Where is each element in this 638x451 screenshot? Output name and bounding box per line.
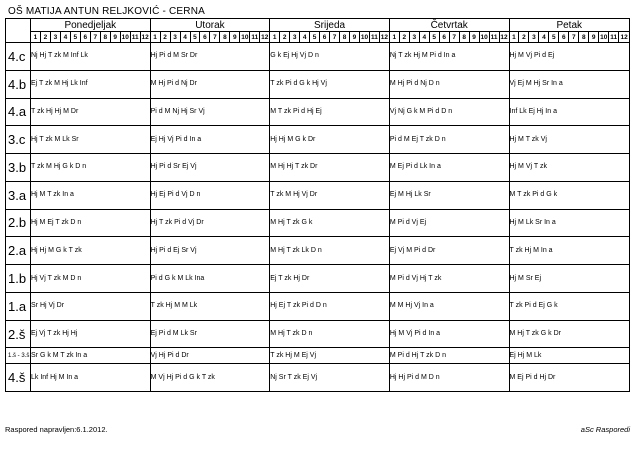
day-schedule: M Pi d Vj Hj T zk — [389, 265, 509, 293]
software-credit: aSc Rasporedi — [580, 425, 630, 434]
period-number: 7 — [210, 32, 220, 43]
day-schedule: M Pi d Hj T zk D n — [389, 348, 509, 364]
period-number: 2 — [519, 32, 529, 43]
day-schedule: T zk Hj M M Lk — [150, 292, 270, 320]
period-number: 12 — [141, 33, 149, 41]
day-schedule: Ej Hj M Lk — [509, 348, 630, 364]
day-schedule: Hj M Ej T zk D n — [31, 209, 151, 237]
period-number: 4 — [539, 32, 549, 43]
day-header: Utorak — [150, 19, 270, 32]
day-schedule: Pi d M Nj Hj Sr Vj — [150, 98, 270, 126]
day-schedule: M Hj T zk G k Dr — [509, 320, 630, 348]
class-label: 2.b — [6, 209, 31, 237]
day-schedule: Hj Pi d M Sr Dr — [150, 43, 270, 71]
class-label: 2.a — [6, 237, 31, 265]
day-schedule: Inf Lk Ej Hj In a — [509, 98, 630, 126]
day-header: Četvrtak — [389, 19, 509, 32]
day-schedule: M Hj T zk Lk D n — [270, 237, 390, 265]
day-schedule: Vj Nj G k M Pi d D n — [389, 98, 509, 126]
period-number: 8 — [579, 32, 589, 43]
class-row — [6, 265, 630, 293]
day-schedule: M Ej Pi d Hj Dr — [509, 364, 630, 392]
day-schedule: Hj T zk M Lk Sr — [31, 126, 151, 154]
day-schedule: Hj M Vj Pi d In a — [389, 320, 509, 348]
day-schedule: Pi d M Ej T zk D n — [389, 126, 509, 154]
period-number: 9 — [110, 32, 120, 43]
period-number: 11 — [490, 33, 498, 41]
day-schedule: Pi d G k M Lk Ina — [150, 265, 270, 293]
period-number: 5 — [549, 32, 559, 43]
day-schedule: Nj Sr T zk Ej Vj — [270, 364, 390, 392]
class-row — [6, 98, 630, 126]
period-number: 3 — [529, 32, 539, 43]
day-schedule: Hj Pi d Ej Sr Vj — [150, 237, 270, 265]
day-schedule: Hj Pi d Sr Ej Vj — [150, 154, 270, 182]
class-row — [6, 70, 630, 98]
day-schedule: Ej T zk M Hj Lk Inf — [31, 70, 151, 98]
day-schedule: Lk Inf Hj M In a — [31, 364, 151, 392]
period-number: 9 — [589, 32, 599, 43]
day-schedule: Sr G k M T zk In a — [31, 348, 151, 364]
period-number: 2 — [399, 32, 409, 43]
period-number: 4 — [300, 32, 310, 43]
day-schedule: M T zk Pi d G k — [509, 181, 630, 209]
day-schedule: G k Ej Hj Vj D n — [270, 43, 390, 71]
day-header: Ponedjeljak — [31, 19, 151, 32]
class-label: 3.b — [6, 154, 31, 182]
period-number: 3 — [409, 32, 419, 43]
period-number: 11 — [251, 33, 259, 41]
class-row — [6, 181, 630, 209]
day-schedule: Sr Hj Vj Dr — [31, 292, 151, 320]
day-schedule: Hj Hj M G k Dr — [270, 126, 390, 154]
class-row — [6, 209, 630, 237]
period-number: 6 — [320, 32, 330, 43]
class-label: 4.c — [6, 43, 31, 71]
period-number: 5 — [190, 32, 200, 43]
period-number: 12 — [500, 33, 508, 41]
day-schedule: Hj M Sr Ej — [509, 265, 630, 293]
day-schedule: Hj M Vj Pi d Ej — [509, 43, 630, 71]
period-number: 10 — [121, 33, 129, 41]
period-number: 8 — [459, 32, 469, 43]
day-schedule: Hj Ej Pi d Vj D n — [150, 181, 270, 209]
day-schedule: M Hj T zk D n — [270, 320, 390, 348]
period-number: 5 — [70, 32, 80, 43]
corner-cell — [6, 19, 31, 43]
class-row — [6, 320, 630, 348]
period-number: 10 — [241, 33, 249, 41]
day-schedule: T zk M Hj Vj Dr — [270, 181, 390, 209]
period-number: 12 — [380, 33, 388, 41]
period-number: 2 — [160, 32, 170, 43]
period-number: 10 — [480, 33, 488, 41]
day-schedule: Ej Vj T zk Hj Hj — [31, 320, 151, 348]
period-number: 3 — [50, 32, 60, 43]
period-number: 6 — [200, 32, 210, 43]
day-schedule: Vj Ej M Hj Sr In a — [509, 70, 630, 98]
period-number: 6 — [559, 32, 569, 43]
day-schedule: M Hj Pi d Nj D n — [389, 70, 509, 98]
day-schedule: M Hj Pi d Nj Dr — [150, 70, 270, 98]
day-schedule: Nj T zk Hj M Pi d In a — [389, 43, 509, 71]
class-row — [6, 126, 630, 154]
day-schedule: M Hj T zk G k — [270, 209, 390, 237]
day-schedule: Vj Hj Pi d Dr — [150, 348, 270, 364]
timetable-grid — [5, 18, 630, 392]
class-label: 4.b — [6, 70, 31, 98]
day-schedule: Ej M Hj Lk Sr — [389, 181, 509, 209]
class-row — [6, 292, 630, 320]
period-number: 10 — [360, 33, 369, 41]
day-schedule: Hj Hj M G k T zk — [31, 237, 151, 265]
class-label: 1.b — [6, 265, 31, 293]
period-number: 5 — [429, 32, 439, 43]
period-number: 7 — [449, 32, 459, 43]
period-number: 11 — [610, 33, 618, 41]
day-schedule: Hj Ej T zk Pi d D n — [270, 292, 390, 320]
period-number: 10 — [600, 33, 608, 41]
period-number: 3 — [290, 32, 300, 43]
period-number: 1 — [150, 32, 160, 43]
class-row — [6, 348, 630, 364]
period-number: 1 — [509, 32, 519, 43]
period-number: 2 — [280, 32, 290, 43]
timetable-body — [6, 43, 630, 392]
day-schedule: M Vj Hj Pi d G k T zk — [150, 364, 270, 392]
period-number: 1 — [31, 32, 41, 43]
period-number: 12 — [261, 33, 269, 41]
period-number: 1 — [389, 32, 399, 43]
day-schedule: T zk Hj M Ej Vj — [270, 348, 390, 364]
class-label: 1.š - 3.š — [6, 348, 31, 364]
day-schedule: Ej Hj Vj Pi d In a — [150, 126, 270, 154]
day-schedule: Hj Vj T zk M D n — [31, 265, 151, 293]
period-number: 6 — [439, 32, 449, 43]
day-schedule: Hj T zk Pi d Vj Dr — [150, 209, 270, 237]
class-label: 2.š — [6, 320, 31, 348]
day-header: Srijeda — [270, 19, 390, 32]
period-number: 2 — [40, 32, 50, 43]
day-schedule: M M Hj Vj In a — [389, 292, 509, 320]
period-number: 5 — [310, 32, 320, 43]
period-number: 12 — [620, 33, 628, 41]
day-schedule: Ej Pi d M Lk Sr — [150, 320, 270, 348]
period-number: 7 — [90, 32, 100, 43]
period-number: 4 — [60, 32, 70, 43]
day-schedule: M Hj Hj T zk Dr — [270, 154, 390, 182]
period-number: 8 — [100, 32, 110, 43]
period-number: 9 — [469, 32, 479, 43]
day-schedule: M T zk Pi d Hj Ej — [270, 98, 390, 126]
day-schedule: Hj M Lk Sr In a — [509, 209, 630, 237]
period-number: 6 — [80, 32, 90, 43]
day-schedule: T zk Pi d Ej G k — [509, 292, 630, 320]
period-number: 3 — [170, 32, 180, 43]
period-number: 7 — [569, 32, 579, 43]
period-number: 11 — [370, 33, 378, 41]
day-schedule: M Pi d Vj Ej — [389, 209, 509, 237]
class-label: 1.a — [6, 292, 31, 320]
day-schedule: Ej T zk Hj Dr — [270, 265, 390, 293]
day-header-row — [6, 19, 630, 32]
class-row — [6, 154, 630, 182]
class-label: 4.a — [6, 98, 31, 126]
day-schedule: Hj M Vj T zk — [509, 154, 630, 182]
page-title: OŠ MATIJA ANTUN RELJKOVIĆ - CERNA — [8, 6, 206, 17]
day-schedule: T zk Hj M In a — [509, 237, 630, 265]
class-row — [6, 237, 630, 265]
day-schedule: Hj Hj Pi d M D n — [389, 364, 509, 392]
period-number: 4 — [180, 32, 190, 43]
period-number: 8 — [220, 32, 230, 43]
period-number: 9 — [350, 32, 360, 43]
period-header-row — [6, 32, 630, 43]
period-number: 11 — [131, 33, 139, 41]
day-schedule: Nj Hj T zk M Inf Lk — [31, 43, 151, 71]
period-number: 7 — [330, 32, 340, 43]
class-row — [6, 43, 630, 71]
class-row — [6, 364, 630, 392]
day-schedule: Hj M T zk In a — [31, 181, 151, 209]
day-header: Petak — [509, 19, 630, 32]
period-number: 4 — [419, 32, 429, 43]
day-schedule: T zk Pi d G k Hj Vj — [270, 70, 390, 98]
period-number: 9 — [230, 32, 240, 43]
period-number: 8 — [340, 32, 350, 43]
day-schedule: M Ej Pi d Lk In a — [389, 154, 509, 182]
period-number: 1 — [270, 32, 280, 43]
day-schedule: T zk Hj Hj M Dr — [31, 98, 151, 126]
class-label: 3.c — [6, 126, 31, 154]
day-schedule: Ej Vj M Pi d Dr — [389, 237, 509, 265]
class-label: 3.a — [6, 181, 31, 209]
generated-date: Raspored napravljen:6.1.2012. — [5, 425, 108, 434]
day-schedule: T zk M Hj G k D n — [31, 154, 151, 182]
day-schedule: Hj M T zk Vj — [509, 126, 630, 154]
class-label: 4.š — [6, 364, 31, 392]
